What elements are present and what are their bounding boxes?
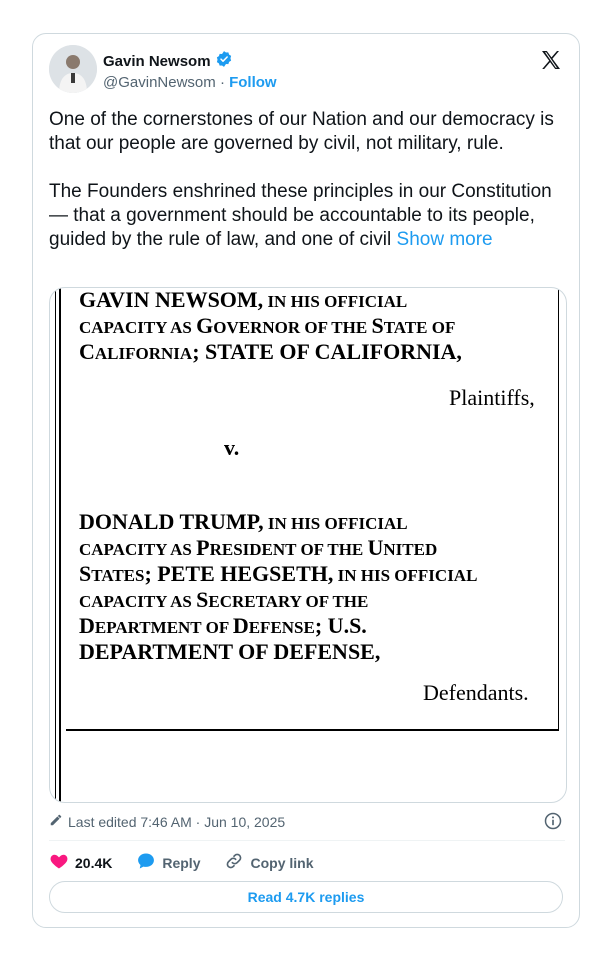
reply-label: Reply	[162, 854, 201, 871]
show-more-link[interactable]: Show more	[396, 229, 493, 250]
handle-separator: ·	[219, 74, 225, 91]
edited-timestamp: Last edited 7:46 AM · Jun 10, 2025	[68, 813, 286, 830]
divider	[49, 840, 565, 841]
document-image[interactable]	[49, 287, 567, 803]
defendants-caption: DONALD TRUMP, IN HIS OFFICIAL CAPACITY AS PRESIDENT OF THE UNITED STATES; PETE HEGSETH, IN HIS OFFICIAL CAPACITY AS SECRETARY OF THE DEPARTMENT OF DEFENSE; U.S. DEPARTMENT OF DEFENSE,	[79, 509, 478, 664]
plaintiffs-label: Plaintiffs,	[449, 385, 535, 410]
avatar-image	[49, 45, 97, 93]
like-count: 20.4K	[75, 854, 113, 871]
link-icon	[224, 851, 244, 874]
heart-icon	[49, 851, 69, 874]
x-logo-icon[interactable]	[539, 48, 563, 72]
versus-label: v.	[224, 435, 240, 460]
edit-pencil-icon	[49, 813, 63, 830]
tweet-paragraph-2-text: The Founders enshrined these principles in our Constitution — that a government should be accountable to its people, guided by the rule of law, and one of civil	[49, 181, 552, 250]
plaintiffs-caption: GAVIN NEWSOM, IN HIS OFFICIAL CAPACITY AS GOVERNOR OF THE STATE OF CALIFORNIA; STATE OF CALIFORNIA,	[79, 287, 462, 364]
tweet-paragraph-2	[49, 180, 569, 252]
author-name-row	[103, 50, 233, 73]
read-replies-button[interactable]: Read 4.7K replies	[49, 881, 563, 913]
author-name[interactable]: Gavin Newsom	[103, 53, 211, 70]
document-margin-line-double	[59, 288, 61, 802]
tweet-card	[32, 33, 580, 928]
tweet-paragraph-1: One of the cornerstones of our Nation and our democracy is that our people are governed by civil, not military, rule.	[49, 109, 554, 154]
verified-badge-icon	[215, 50, 233, 73]
info-icon[interactable]	[543, 811, 563, 831]
avatar[interactable]	[49, 45, 97, 93]
action-bar	[49, 851, 338, 874]
document-caption-right-line	[558, 288, 559, 731]
follow-button[interactable]: Follow	[229, 74, 277, 91]
copy-link-button[interactable]	[224, 851, 313, 874]
tweet-text	[49, 108, 569, 252]
author-handle-row	[103, 74, 277, 91]
edited-meta[interactable]	[49, 813, 285, 830]
author-handle[interactable]: @GavinNewsom	[103, 74, 216, 91]
document-caption-bottom-line	[66, 729, 559, 731]
document-margin-line	[55, 288, 56, 802]
defendants-label: Defendants.	[423, 680, 529, 705]
like-button[interactable]	[49, 851, 112, 874]
reply-bubble-icon	[136, 851, 156, 874]
copy-link-label: Copy link	[250, 854, 314, 871]
reply-button[interactable]	[136, 851, 200, 874]
